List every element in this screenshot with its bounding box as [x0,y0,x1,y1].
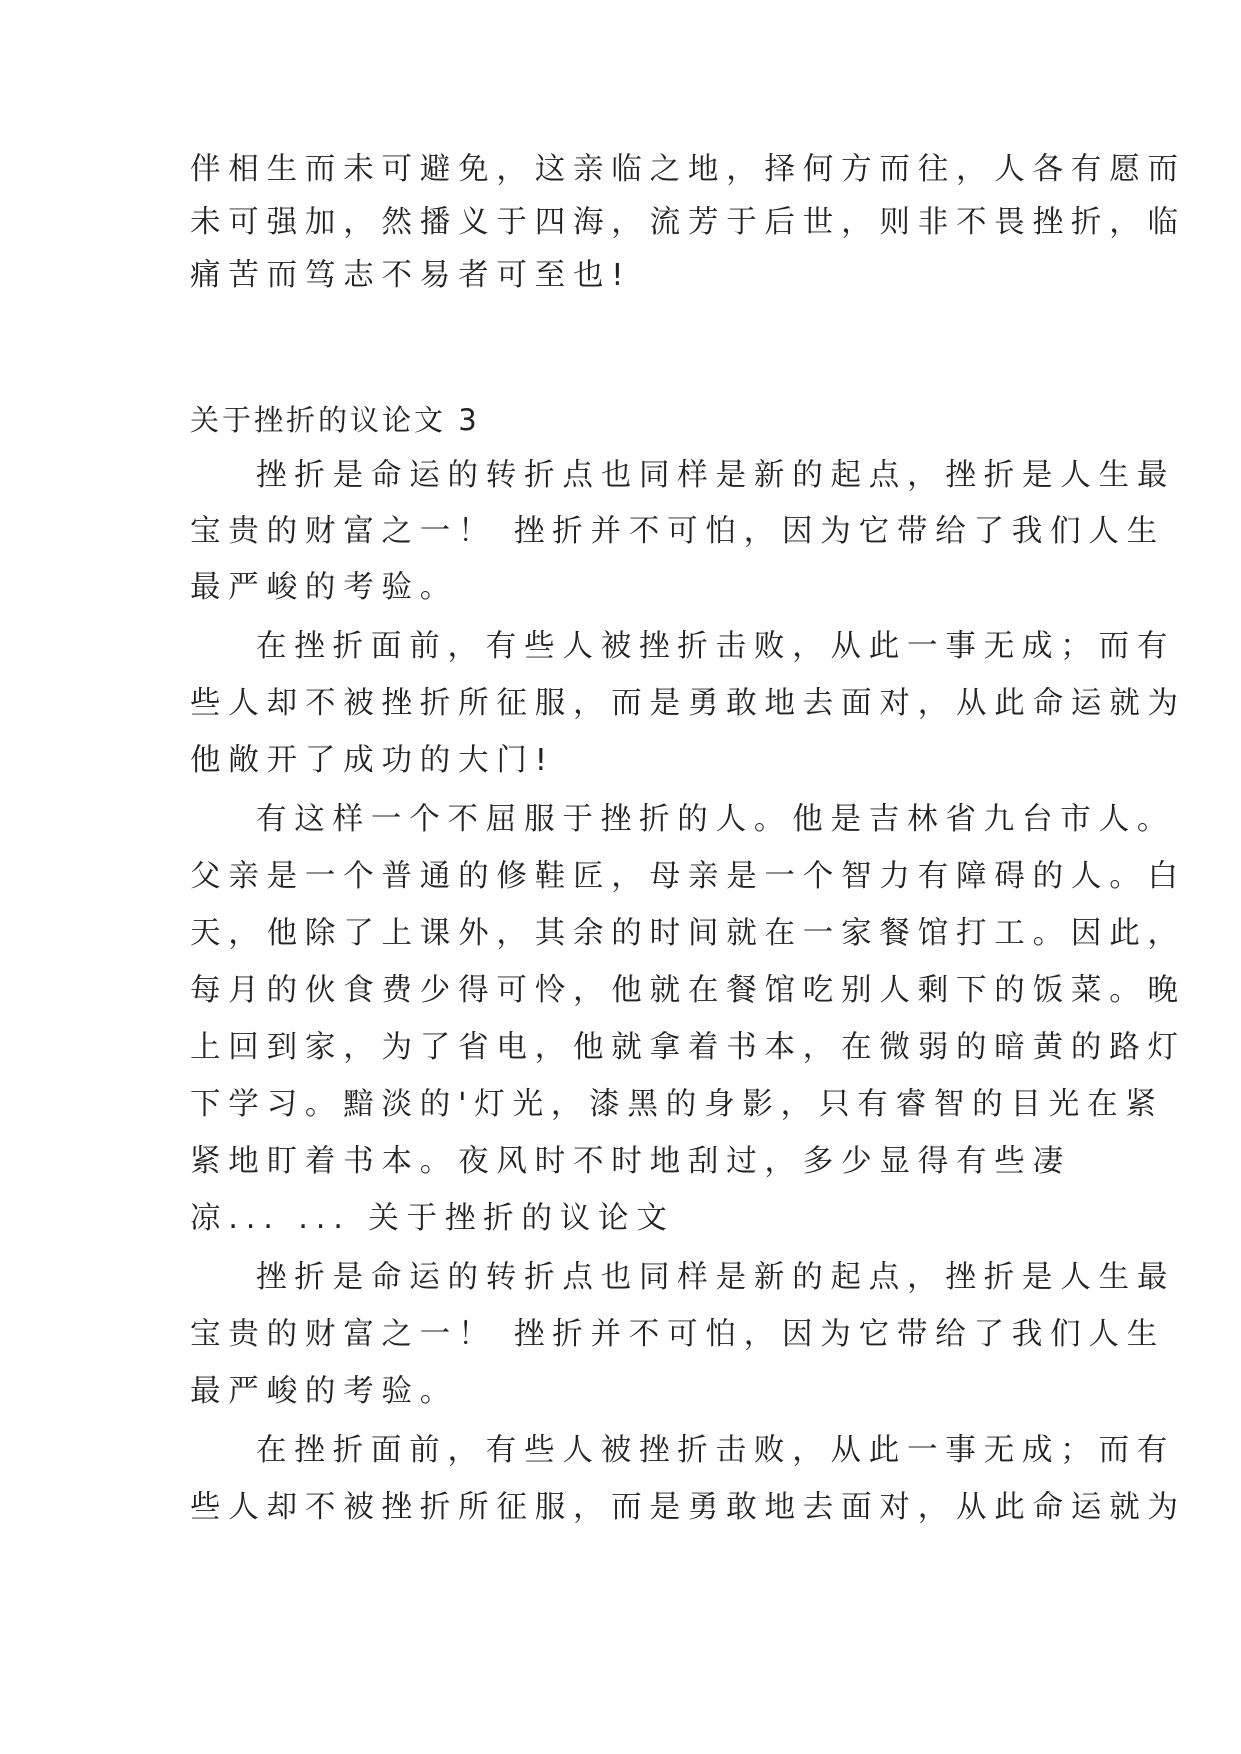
intro-line-2: 未可强加，然播义于四海，流芳于后世，则非不畏挫折，临 [190,205,1186,240]
para3-line-4: 每月的伙食费少得可怜，他就在餐馆吃别人剩下的饭菜。晚 [190,973,1186,1008]
para3-line-6: 下学习。黯淡的'灯光，漆黑的身影，只有睿智的目光在紧 [190,1087,1164,1122]
para4-line-2: 宝贵的财富之一！ 挫折并不可怕，因为它带给了我们人生 [190,1317,1165,1352]
para4-line-1: 挫折是命运的转折点也同样是新的起点，挫折是人生最 [256,1260,1176,1295]
para2-line-2: 些人却不被挫折所征服，而是勇敢地去面对，从此命运就为 [190,686,1186,721]
para1-line-1: 挫折是命运的转折点也同样是新的起点，挫折是人生最 [256,458,1176,493]
intro-line-3: 痛苦而笃志不易者可至也! [190,258,632,293]
para3-line-8: 凉... ... 关于挫折的议论文 [190,1201,675,1236]
para3-line-7: 紧地盯着书本。夜风时不时地刮过，多少显得有些凄 [190,1144,1071,1179]
para2-line-1: 在挫折面前，有些人被挫折击败，从此一事无成；而有 [256,629,1176,664]
para1-line-2: 宝贵的财富之一！ 挫折并不可怕，因为它带给了我们人生 [190,514,1165,549]
para3-line-5: 上回到家，为了省电，他就拿着书本，在微弱的暗黄的路灯 [190,1030,1186,1065]
para5-line-2: 些人却不被挫折所征服，而是勇敢地去面对，从此命运就为 [190,1490,1186,1525]
para2-line-3: 他敞开了成功的大门! [190,743,555,778]
para3-line-2: 父亲是一个普通的修鞋匠，母亲是一个智力有障碍的人。白 [190,859,1186,894]
para3-line-1: 有这样一个不屈服于挫折的人。他是吉林省九台市人。 [256,802,1176,837]
para5-line-1: 在挫折面前，有些人被挫折击败，从此一事无成；而有 [256,1433,1176,1468]
para3-line-3: 天，他除了上课外，其余的时间就在一家餐馆打工。因此， [190,916,1186,951]
intro-line-1: 伴相生而未可避免，这亲临之地，择何方而往，人各有愿而 [190,152,1186,187]
section-heading: 关于挫折的议论文 3 [190,403,480,437]
para4-line-3: 最严峻的考验。 [190,1374,459,1409]
para1-line-3: 最严峻的考验。 [190,570,459,605]
